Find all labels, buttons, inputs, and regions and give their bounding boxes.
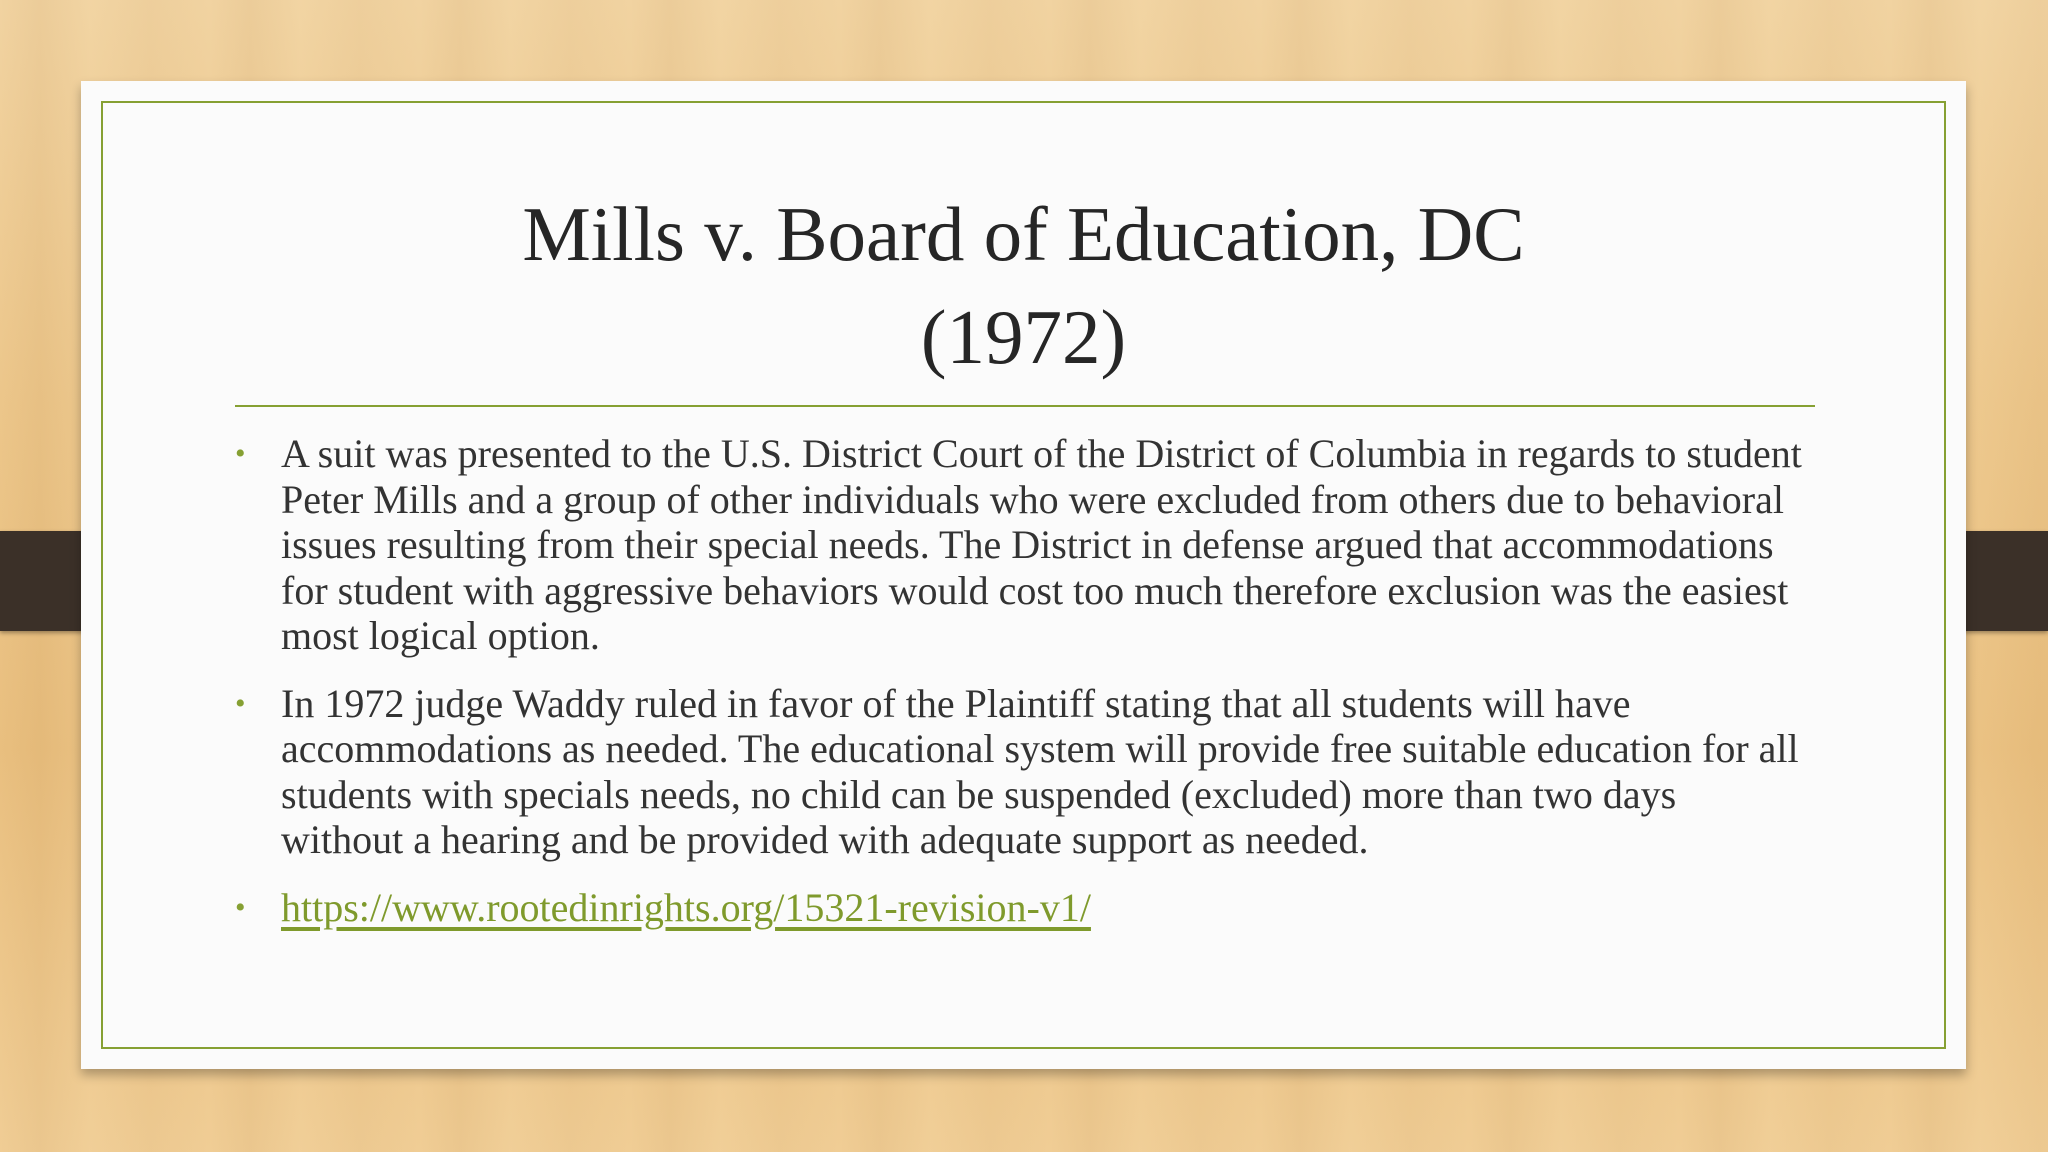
bullet-list bbox=[235, 431, 1805, 952]
bullet-dot-icon: • bbox=[235, 686, 246, 720]
reference-link[interactable]: https://www.rootedinrights.org/15321-revision-v1/ bbox=[281, 884, 1091, 930]
bullet-dot-icon: • bbox=[235, 890, 246, 924]
bullet-item bbox=[235, 885, 1805, 931]
title-divider bbox=[235, 405, 1815, 407]
bullet-text: In 1972 judge Waddy ruled in favor of the Plaintiff stating that all students will have accommodations as needed. The educational system will provide free suitable education for all students with specials needs, no child can be suspended (excluded) more than two days without a hearing and be provided with adequate support as needed. bbox=[281, 680, 1799, 862]
title-line-1: Mills v. Board of Education, DC bbox=[522, 191, 1525, 277]
bullet-item bbox=[235, 681, 1805, 863]
title-line-2: (1972) bbox=[920, 294, 1127, 380]
bullet-item bbox=[235, 431, 1805, 659]
bullet-text: A suit was presented to the U.S. District Court of the District of Columbia in regards to student Peter Mills and a group of other individuals who were excluded from others due to behavioral issues resulting from their special needs. The District in defense argued that accommodations for student with aggressive behaviors would cost too much therefore exclusion was the easiest most logical option. bbox=[281, 431, 1802, 658]
bullet-dot-icon: • bbox=[235, 437, 246, 470]
slide-card bbox=[81, 81, 1966, 1069]
slide-title bbox=[81, 183, 1966, 389]
